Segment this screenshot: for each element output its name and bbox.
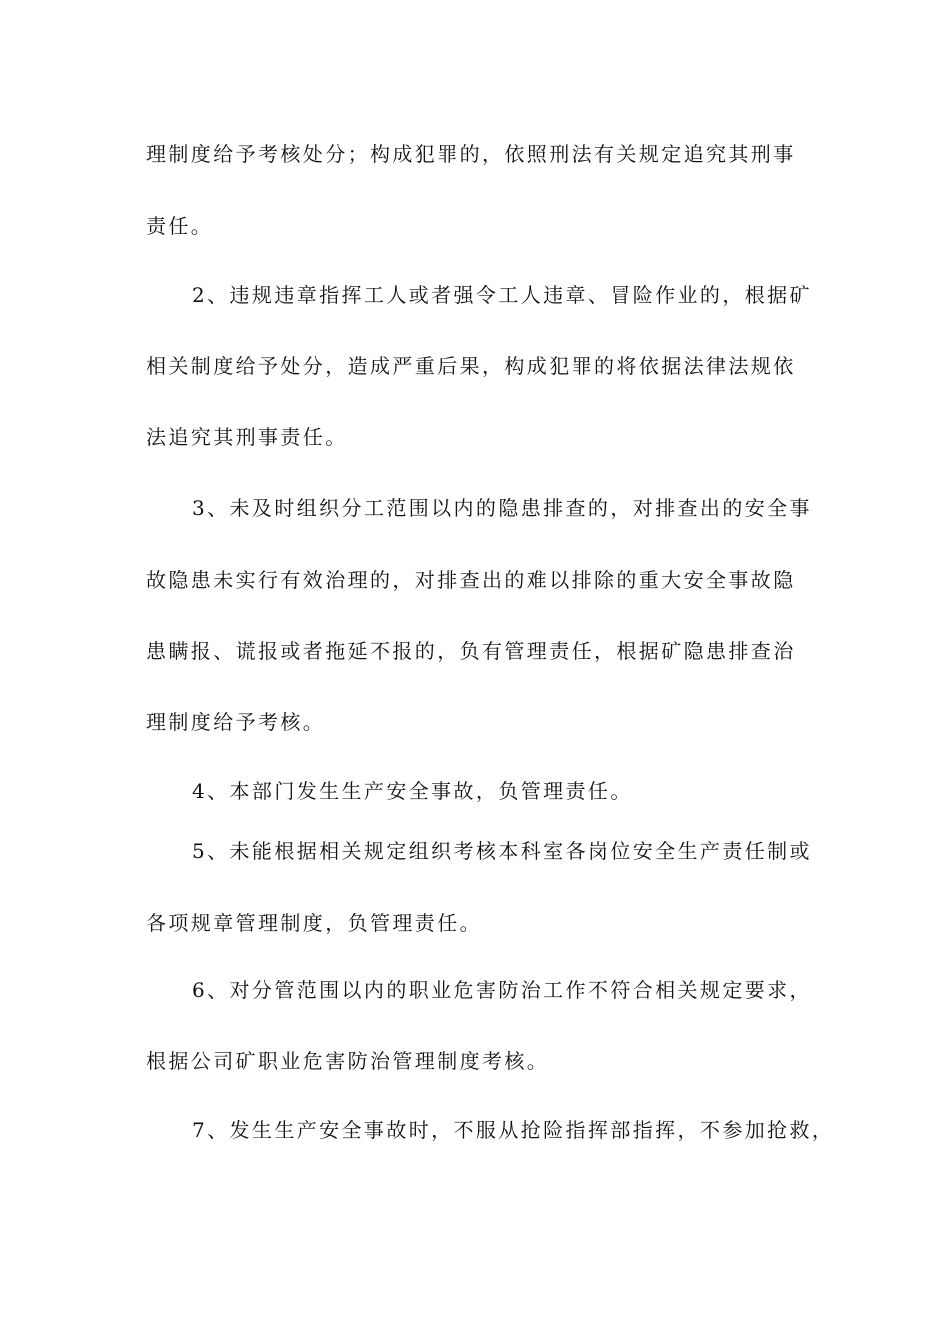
paragraph-7-line-1: 7、发生生产安全事故时，不服从抢险指挥部指挥，不参加抢救， xyxy=(192,1118,835,1142)
paragraph-2-line-3: 法追究其刑事责任。 xyxy=(146,425,348,449)
paragraph-3-line-2: 故隐患未实行有效治理的，对排查出的难以排除的重大安全事故隐 xyxy=(146,568,796,592)
paragraph-5-line-1: 5、未能根据相关规定组织考核本科室各岗位安全生产责任制或 xyxy=(192,839,812,863)
paragraph-5-line-2: 各项规章管理制度，负管理责任。 xyxy=(146,911,482,935)
paragraph-3-line-4: 理制度给予考核。 xyxy=(146,710,326,734)
paragraph-6-line-1: 6、对分管范围以内的职业危害防治工作不符合相关规定要求， xyxy=(192,978,812,1002)
paragraph-3-line-1: 3、未及时组织分工范围以内的隐患排查的，对排查出的安全事 xyxy=(192,496,812,520)
paragraph-2-line-1: 2、违规违章指挥工人或者强令工人违章、冒险作业的，根据矿 xyxy=(192,283,812,307)
paragraph-4-line-1: 4、本部门发生生产安全事故，负管理责任。 xyxy=(192,779,633,803)
text-line-2: 责任。 xyxy=(146,214,214,238)
text-line-1: 理制度给予考核处分；构成犯罪的，依照刑法有关规定追究其刑事 xyxy=(146,142,796,166)
paragraph-2-line-2: 相关制度给予处分，造成严重后果，构成犯罪的将依据法律法规依 xyxy=(146,354,796,378)
paragraph-6-line-2: 根据公司矿职业危害防治管理制度考核。 xyxy=(146,1049,550,1073)
paragraph-3-line-3: 患瞒报、谎报或者拖延不报的，负有管理责任，根据矿隐患排查治 xyxy=(146,639,796,663)
